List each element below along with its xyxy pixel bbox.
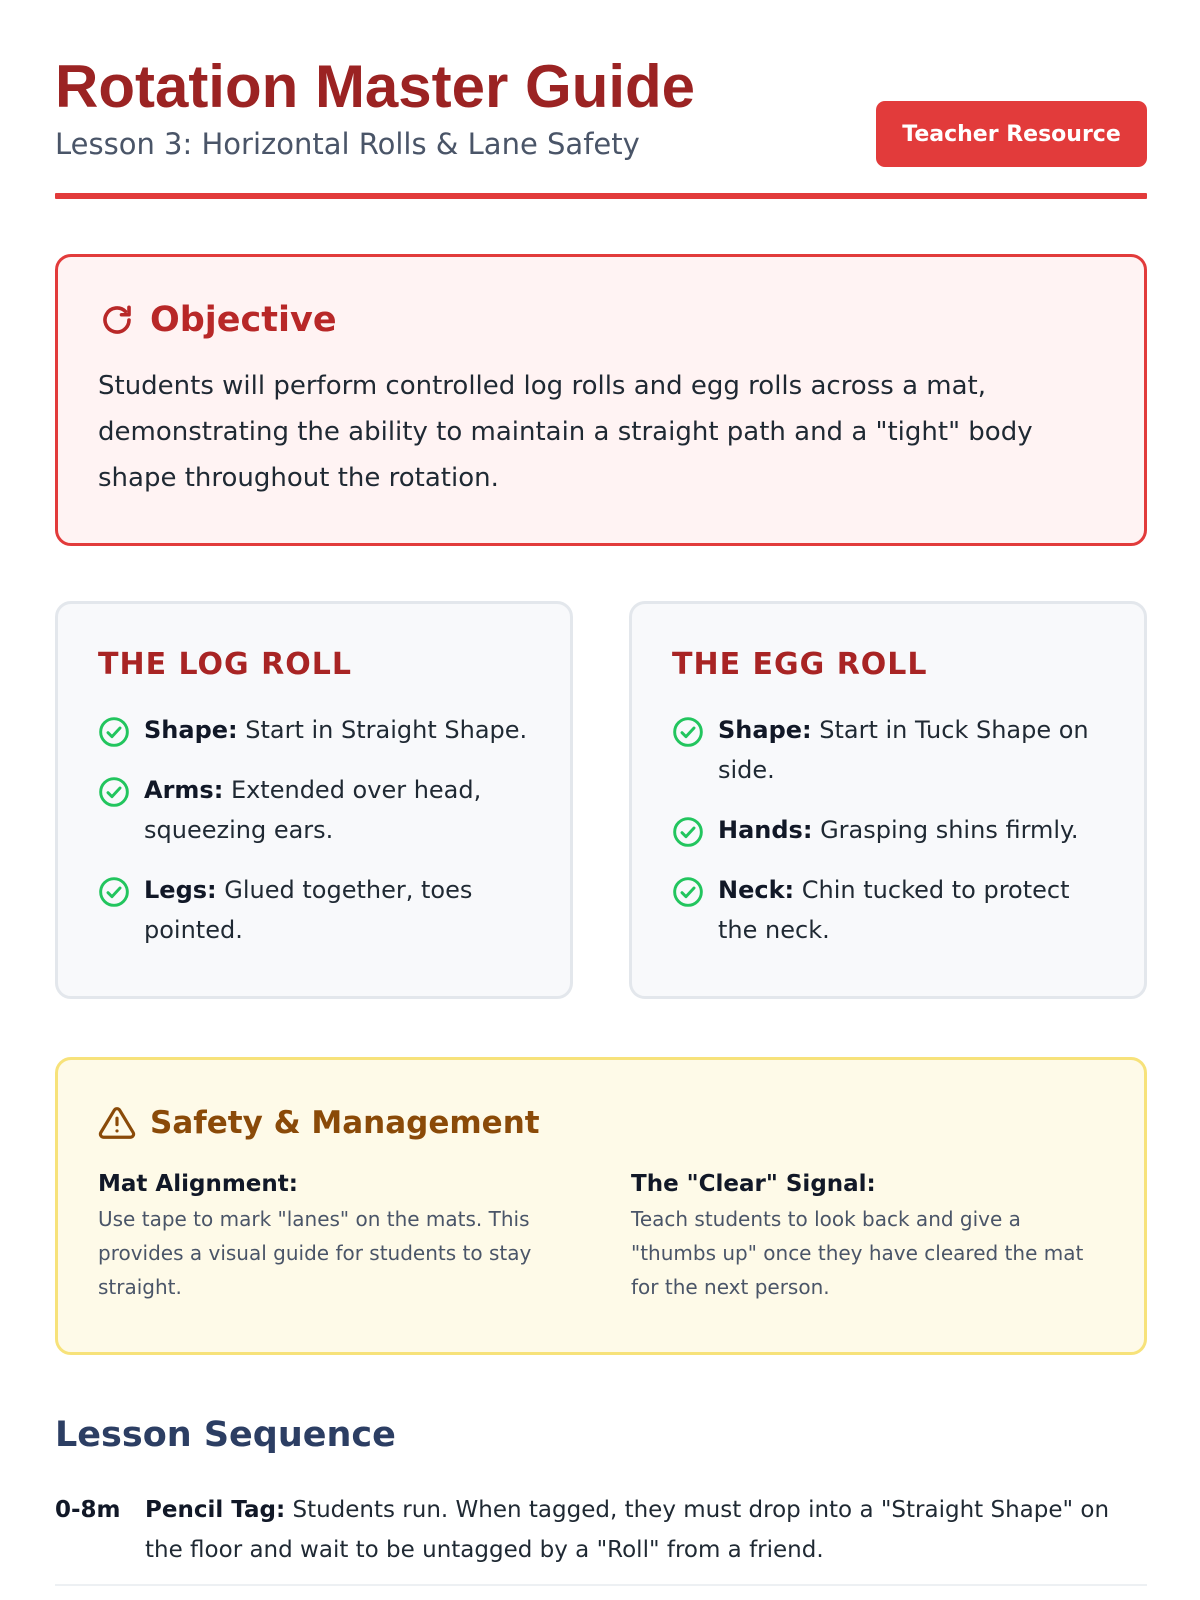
check-circle-icon — [672, 816, 704, 848]
safety-panel — [55, 1057, 1147, 1355]
list-item-text — [718, 710, 1104, 790]
safety-column-text: Use tape to mark "lanes" on the mats. This provides a visual guide for students to stay straight. — [98, 1207, 532, 1299]
list-item-detail: Glued together, toes pointed. — [144, 876, 473, 944]
safety-title: Safety & Management — [150, 1105, 540, 1141]
check-circle-icon — [672, 716, 704, 748]
list-item-detail: Grasping shins firmly. — [812, 816, 1079, 844]
list-item-text — [144, 770, 530, 850]
check-circle-icon — [672, 876, 704, 908]
card-checklist — [672, 710, 1104, 950]
rotate-icon — [98, 301, 136, 339]
list-item — [672, 810, 1104, 850]
log-roll-card — [55, 601, 573, 999]
list-item — [98, 710, 530, 750]
safety-column-text: Teach students to look back and give a "thumbs up" once they have cleared the mat for the next person. — [631, 1207, 1084, 1299]
list-item — [98, 870, 530, 950]
safety-column-title: The "Clear" Signal: — [631, 1171, 876, 1197]
card-checklist — [98, 710, 530, 950]
page-header — [55, 52, 1147, 202]
list-item-key: Arms: — [144, 776, 224, 804]
header-divider — [55, 193, 1147, 199]
list-item-detail: Start in Tuck Shape on side. — [718, 716, 1089, 784]
check-circle-icon — [98, 776, 130, 808]
check-circle-icon — [98, 716, 130, 748]
list-item-detail: Start in Straight Shape. — [237, 716, 528, 744]
sequence-title: Lesson Sequence — [55, 1415, 396, 1455]
objective-text: Students will perform controlled log rolls and egg rolls across a mat, demonstrating the ability to maintain a straight path and a "tight" body shape throughout the rotation. — [98, 371, 1033, 493]
warning-icon — [98, 1104, 136, 1142]
list-item-key: Legs: — [144, 876, 217, 904]
list-item-key: Shape: — [144, 716, 238, 744]
safety-columns — [98, 1166, 1104, 1304]
sequence-row — [55, 1490, 1147, 1586]
objective-header — [98, 295, 1104, 345]
safety-column-mat-alignment — [98, 1166, 571, 1304]
egg-roll-card — [629, 601, 1147, 999]
list-item — [98, 770, 530, 850]
list-item-key: Neck: — [718, 876, 795, 904]
sequence-time: 0-8m — [55, 1497, 121, 1523]
safety-column-clear-signal — [631, 1166, 1104, 1304]
list-item-text — [718, 810, 1078, 850]
page-title: Rotation Master Guide — [55, 53, 696, 120]
list-item-text — [144, 870, 530, 950]
page-subtitle: Lesson 3: Horizontal Rolls & Lane Safety — [55, 127, 640, 161]
card-title: THE LOG ROLL — [98, 647, 352, 682]
list-item-detail: Extended over head, squeezing ears. — [144, 776, 482, 844]
list-item-text — [144, 710, 527, 750]
list-item-text — [718, 870, 1104, 950]
sequence-activity-name: Pencil Tag: — [145, 1497, 286, 1523]
objective-panel — [55, 254, 1147, 546]
objective-title: Objective — [150, 300, 337, 340]
teacher-resource-button[interactable]: Teacher Resource — [876, 101, 1147, 167]
list-item — [672, 870, 1104, 950]
list-item-key: Shape: — [718, 716, 812, 744]
sequence-text — [145, 1490, 1147, 1584]
list-item-detail: Chin tucked to protect the neck. — [718, 876, 1070, 944]
check-circle-icon — [98, 876, 130, 908]
safety-header — [98, 1098, 1104, 1148]
list-item — [672, 710, 1104, 790]
list-item-key: Hands: — [718, 816, 813, 844]
safety-column-title: Mat Alignment: — [98, 1171, 298, 1197]
sequence-activity-detail: Students run. When tagged, they must drop into a "Straight Shape" on the floor and wait to be untagged by a "Roll" from a friend. — [145, 1497, 1110, 1563]
card-title: THE EGG ROLL — [672, 647, 928, 682]
